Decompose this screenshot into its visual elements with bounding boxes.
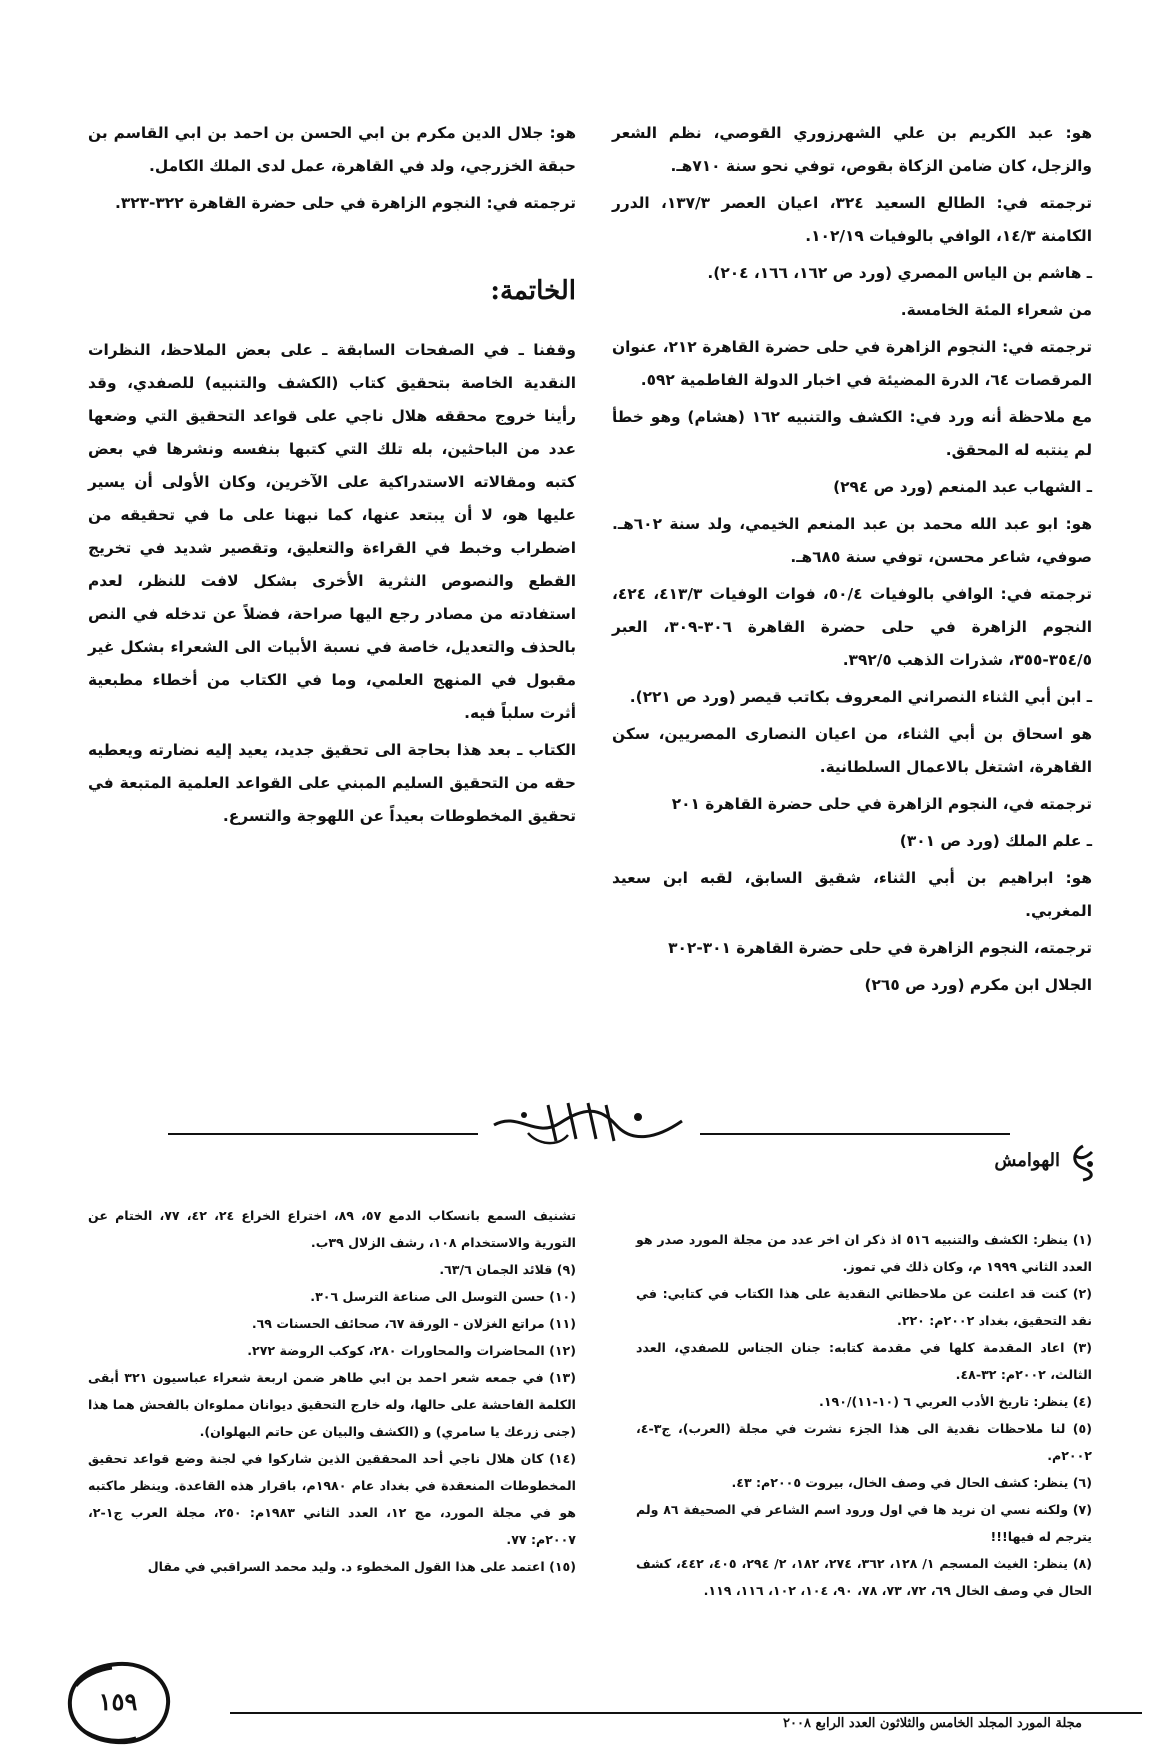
column-left xyxy=(88,117,576,837)
paragraph: الجلال ابن مكرم (ورد ص ٢٦٥) xyxy=(864,976,1092,994)
footnote: (٥) لنا ملاحظات نقدية الى هذا الجزء نشرت في مجلة (العرب)، ج٣-٤، ٢٠٠٢م. xyxy=(636,1421,1092,1463)
footnote: (١) ينظر: الكشف والتنبيه ٥١٦ اذ ذكر ان اخر عدد من مجلة المورد صدر هو العدد الثاني ١٩٩٩ م، وكان ذلك في تموز. xyxy=(636,1232,1092,1274)
footnote: (٤) ينظر: تاريخ الأدب العربي ٦ (١٠-١١)/١٩٠. xyxy=(819,1394,1092,1409)
paragraph: هو: جلال الدين مكرم بن ابي الحسن بن احمد بن ابي القاسم بن حبقة الخزرجي، ولد في القاهرة، عمل لدى الملك الكامل. xyxy=(88,124,576,175)
paragraph: ترجمته في، النجوم الزاهرة في حلى حضرة القاهرة ٢٠١ xyxy=(671,795,1092,813)
journal-footer: مجلة المورد المجلد الخامس والثلاثون العدد الرابع ٢٠٠٨ xyxy=(783,1716,1082,1731)
paragraph: ترجمته في: النجوم الزاهرة في حلى حضرة القاهرة ٣٢٢-٣٢٣. xyxy=(114,194,576,212)
notes-right xyxy=(636,1226,1092,1604)
footnote: (١١) مراتع الغزلان - الورقة ٦٧، صحائف الحسنات ٦٩. xyxy=(251,1316,576,1331)
page-number: ١٥٩ xyxy=(98,1687,138,1716)
footnote: (٧) ولكنه نسي ان نريد ها في اول ورود اسم الشاعر في الصحيفة ٨٦ ولم يترجم له فيها!!! xyxy=(636,1502,1092,1544)
separator-line-right xyxy=(700,1133,1010,1135)
footnote: تشنيف السمع بانسكاب الدمع ٥٧، ٨٩، اختراع الخراع ٢٤، ٤٢، ٧٧، الختام عن التورية والاستخدام ١٠٨، رشف الزلال ٣٩ب. xyxy=(88,1208,577,1250)
footnote: (١٢) المحاضرات والمحاورات ٢٨٠، كوكب الروضة ٢٧٢. xyxy=(247,1343,576,1358)
paragraph: هو: ابراهيم بن أبي الثناء، شقيق السابق، لقبه ابن سعيد المغربي. xyxy=(612,869,1092,920)
footnote: (٨) ينظر: الغيث المسجم ١/ ١٢٨، ٣٦٢، ٢٧٤، ١٨٢، ٢/ ٢٩٤، ٤٠٥، ٤٤٢، كشف الحال في وصف الخال ٦٩، ٧٢، ٧٣، ٧٨، ٩٠، ١٠٤، ١٠٢، ١١٦، ١١٩. xyxy=(636,1556,1093,1598)
paragraph: ـ الشهاب عبد المنعم (ورد ص ٢٩٤) xyxy=(833,478,1092,496)
separator-line-left xyxy=(168,1133,478,1135)
paragraph: وقفنا ـ في الصفحات السابقة ـ على بعض الملاحظ، النظرات النقدية الخاصة بتحقيق كتاب (الكشف والتنبيه) للصفدي، وقد رأينا خروج محققه هلال ناجي على قواعد التحقيق التي وضعها عدد من الباحثين، بله تلك التي كتبها بنفسه ونشرها في بعض كتبه ومقالاته الاستدراكية على الآخرين، وكان الأولى أن يسير عليها هو، لا أن يبتعد عنها، كما نبهنا على ما في تحقيقه من اضطراب وخبط في القراءة والتعليق، وتقصير شديد في تخريج القطع والنصوص النثرية الأخرى بشكل لافت للنظر، لعدم استفادته من مصادر رجع اليها صراحة، فضلاً عن تدخله في النص بالحذف والتعديل، خاصة في نسبة الأبيات الى الشعراء بشكل غير مقبول في المنهج العلمي، وما في الكتاب من أخطاء مطبعية أثرت سلباً فيه. xyxy=(88,341,576,722)
conclusion-heading: الخاتمة: xyxy=(490,276,576,306)
footnote: (١٣) في جمعه شعر احمد بن ابي طاهر ضمن اربعة شعراء عباسيون ٣٢١ أبقى الكلمة الفاحشة على حالها، وله خارج التحقيق ديوانان مملوءان بالفحش هما هذا (جنى زرعك يا سامري) و (الكشف والبيان عن حاتم البهلوان). xyxy=(88,1370,576,1439)
footnote: (٦) ينظر: كشف الحال في وصف الخال، بيروت ٢٠٠٥م: ٤٣. xyxy=(731,1475,1092,1490)
paragraph: من شعراء المئة الخامسة. xyxy=(900,301,1092,319)
footnote: (٣) اعاد المقدمة كلها في مقدمة كتابه: جنان الجناس للصفدي، العدد الثالث، ٢٠٠٢م: ٣٢-٤٨. xyxy=(636,1340,1092,1382)
footnote: (١٥) اعتمد على هذا القول المخطوء د. وليد محمد السراقبي في مقال xyxy=(147,1559,576,1574)
paragraph: ترجمته في: الوافي بالوفيات ٥٠/٤، فوات الوفيات ٤١٣/٣، ٤٢٤، النجوم الزاهرة في حلى حضرة القاهرة ٣٠٦-٣٠٩، العبر ٣٥٤/٥-٣٥٥، شذرات الذهب ٣٩٢/٥. xyxy=(612,585,1092,669)
footer-rule xyxy=(230,1712,1142,1714)
footnote: (٢) كنت قد اعلنت عن ملاحظاتي النقدية على هذا الكتاب في كتابي: في نقد التحقيق، بغداد ٢٠٠٢م: ٢٢٠. xyxy=(636,1286,1092,1328)
ornament-icon xyxy=(488,1095,688,1151)
paragraph: ـ علم الملك (ورد ص ٣٠١) xyxy=(899,832,1092,850)
flourish-icon xyxy=(1066,1142,1100,1182)
paragraph: ـ ابن أبي الثناء النصراني المعروف بكاتب قيصر (ورد ص ٢٢١). xyxy=(629,688,1092,706)
notes-title: الهوامش xyxy=(994,1150,1060,1171)
footnote: (٩) قلائد الجمان ٦٣/٦. xyxy=(439,1262,576,1277)
paragraph: هو: عبد الكريم بن علي الشهرزوري القوصي، نظم الشعر والزجل، كان ضامن الزكاة بقوص، توفي نحو سنة ٧١٠هـ. xyxy=(612,124,1092,175)
footnote: (١٠) حسن التوسل الى صناعة الترسل ٣٠٦. xyxy=(310,1289,576,1304)
paragraph: ترجمته، النجوم الزاهرة في حلى حضرة القاهرة ٣٠١-٣٠٢ xyxy=(668,939,1092,957)
paragraph: ترجمته في: الطالع السعيد ٣٢٤، اعيان العصر ١٣٧/٣، الدرر الكامنة ١٤/٣، الوافي بالوفيات ١٠٢/١٩. xyxy=(612,194,1092,245)
paragraph: مع ملاحظة أنه ورد في: الكشف والتنبيه ١٦٢ (هشام) وهو خطأ لم ينتبه له المحقق. xyxy=(612,408,1092,459)
notes-left xyxy=(88,1202,576,1580)
column-right xyxy=(612,117,1092,1006)
paragraph: ترجمته في: النجوم الزاهرة في حلى حضرة القاهرة ٢١٢، عنوان المرقصات ٦٤، الدرة المضيئة في اخبار الدولة الفاطمية ٥٩٢. xyxy=(612,338,1092,389)
paragraph: هو: ابو عبد الله محمد بن عبد المنعم الخيمي، ولد سنة ٦٠٢هـ. صوفي، شاعر محسن، توفي سنة ٦٨٥هـ. xyxy=(612,515,1092,566)
paragraph: هو اسحاق بن أبي الثناء، من اعيان النصارى المصريين، سكن القاهرة، اشتغل بالاعمال السلطانية. xyxy=(612,725,1092,776)
page-number-badge xyxy=(60,1658,176,1747)
paragraph: ـ هاشم بن الياس المصري (ورد ص ١٦٢، ١٦٦، ٢٠٤). xyxy=(707,264,1092,282)
paragraph: الكتاب ـ بعد هذا بحاجة الى تحقيق جديد، يعيد إليه نضارته ويعطيه حقه من التحقيق السليم المبني على القواعد العلمية المتبعة في تحقيق المخطوطات بعيداً عن اللهوجة والتسرع. xyxy=(88,741,576,825)
footnote: (١٤) كان هلال ناجي أحد المحققين الذين شاركوا في لجنة وضع قواعد تحقيق المخطوطات المنعقدة في بغداد عام ١٩٨٠م، باقرار هذه القاعدة. وينظر ماكتبه هو في مجلة المورد، مج ١٢، العدد الثاني ١٩٨٣م: ٢٥٠، مجلة العرب ج١-٢، ٢٠٠٧م: ٧٧. xyxy=(88,1451,576,1547)
